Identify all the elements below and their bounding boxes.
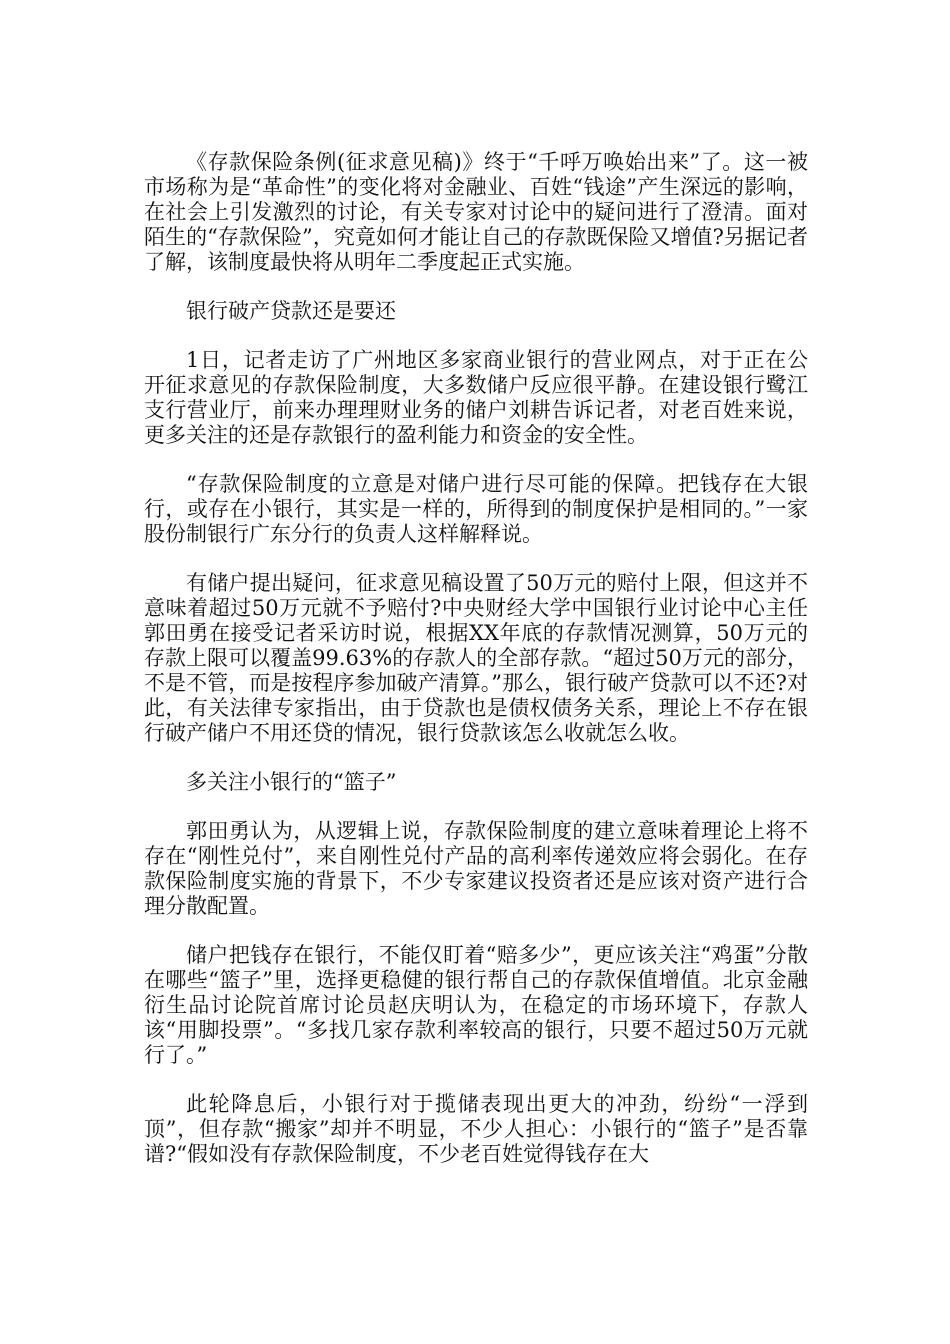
paragraph-official-quote: “存款保险制度的立意是对储户进行尽可能的保障。把钱存在大银行，或存在小银行，其实是一样的，所得到的制度保护是相同的。”一家股份制银行广东分行的负责人这样解释说。	[144, 472, 808, 546]
paragraph-intro: 《存款保险条例(征求意见稿)》终于“千呼万唤始出来”了。这一被市场称为是“革命性”的变化将对金融业、百姓“钱途”产生深远的影响，在社会上引发激烈的讨论，有关专家对讨论中的疑问进行了澄清。面对陌生的“存款保险”，究竟如何才能让自己的存款既保险又增值?另据记者了解，该制度最快将从明年二季度起正式实施。	[144, 150, 808, 274]
paragraph-guo-tianyong: 郭田勇认为，从逻辑上说，存款保险制度的建立意味着理论上将不存在“刚性兑付”，来自刚性兑付产品的高利率传递效应将会弱化。在存款保险制度实施的背景下，不少专家建议投资者还是应该对资产进行合理分散配置。	[144, 819, 808, 918]
section-heading-bank-bankruptcy: 银行破产贷款还是要还	[186, 299, 396, 323]
paragraph-rate-cut: 此轮降息后，小银行对于揽储表现出更大的冲劲，纷纷“一浮到顶”，但存款“搬家”却并不明显，不少人担心：小银行的“篮子”是否靠谱?“假如没有存款保险制度，不少老百姓觉得钱存在大	[144, 1092, 808, 1166]
paragraph-diversify-baskets: 储户把钱存在银行，不能仅盯着“赔多少”，更应该关注“鸡蛋”分散在哪些“篮子”里，选择更稳健的银行帮自己的存款保值增值。北京金融衍生品讨论院首席讨论员赵庆明认为，在稳定的市场环境下，存款人该“用脚投票”。“多找几家存款利率较高的银行，只要不超过50万元就行了。”	[144, 943, 808, 1067]
document-page	[144, 150, 808, 1191]
paragraph-compensation-limit: 有储户提出疑问，征求意见稿设置了50万元的赔付上限，但这并不意味着超过50万元就不予赔付?中央财经大学中国银行业讨论中心主任郭田勇在接受记者采访时说，根据XX年底的存款情况测算，50万元的存款上限可以覆盖99.63%的存款人的全部存款。“超过50万元的部分，不是不管，而是按程序参加破产清算。”那么，银行破产贷款可以不还?对此，有关法律专家指出，由于贷款也是债权债务关系，理论上不存在银行破产储户不用还贷的情况，银行贷款该怎么收就怎么收。	[144, 571, 808, 745]
section-heading-small-banks: 多关注小银行的“篮子”	[186, 770, 397, 794]
paragraph-reporter-visit: 1日，记者走访了广州地区多家商业银行的营业网点，对于正在公开征求意见的存款保险制度，大多数储户反应很平静。在建设银行鹭江支行营业厅，前来办理理财业务的储户刘耕告诉记者，对老百姓来说，更多关注的还是存款银行的盈利能力和资金的安全性。	[144, 348, 808, 447]
